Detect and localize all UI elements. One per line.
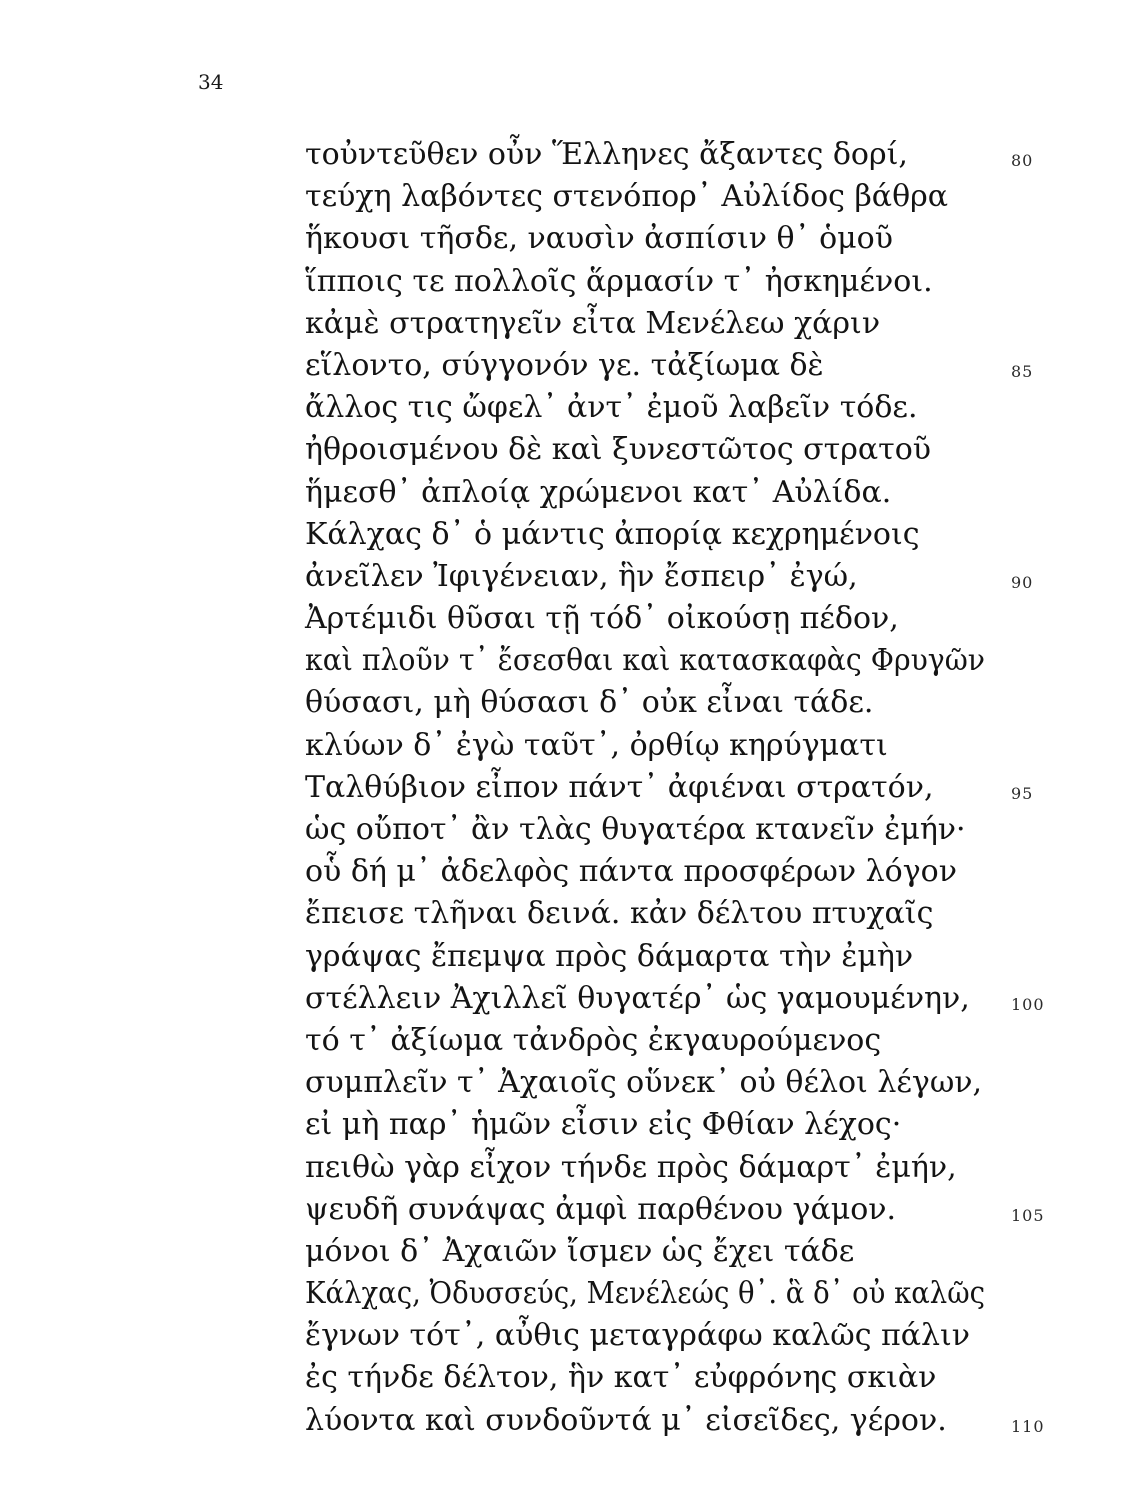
verse-text: ἐς τήνδε δέλτον, ἣν κατ᾽ εὐφρόνης σκιὰν bbox=[305, 1360, 937, 1396]
line-number: 85 bbox=[1011, 361, 1034, 381]
verse-text: ἥμεσθ᾽ ἀπλοίᾳ χρώμενοι κατ᾽ Αὐλίδα. bbox=[305, 474, 892, 510]
verse-block bbox=[305, 134, 1045, 1442]
line-number: 105 bbox=[1011, 1205, 1045, 1225]
verse-line bbox=[305, 1020, 1005, 1062]
verse-text: ψευδῆ συνάψας ἀμφὶ παρθένου γάμον. bbox=[305, 1191, 897, 1227]
verse-text: μόνοι δ᾽ Ἀχαιῶν ἴσμεν ὡς ἔχει τάδε bbox=[305, 1233, 855, 1269]
verse-line bbox=[305, 1104, 1005, 1146]
line-number: 110 bbox=[1011, 1416, 1045, 1436]
verse-text: ἵπποις τε πολλοῖς ἅρμασίν τ᾽ ἠσκημένοι. bbox=[305, 263, 933, 299]
verse-line bbox=[305, 429, 1005, 471]
verse-text: κλύων δ᾽ ἐγὼ ταῦτ᾽, ὀρθίῳ κηρύγματι bbox=[305, 727, 888, 763]
verse-text: Κάλχας δ᾽ ὁ μάντις ἀπορίᾳ κεχρημένοις bbox=[305, 516, 920, 552]
verse-text: Ταλθύβιον εἶπον πάντ᾽ ἀφιέναι στρατόν, bbox=[305, 769, 934, 805]
verse-line bbox=[305, 1273, 1005, 1315]
verse-text: τεύχη λαβόντες στενόπορ᾽ Αὐλίδος βάθρα bbox=[305, 179, 949, 215]
verse-line bbox=[305, 1231, 1005, 1273]
page-number: 34 bbox=[198, 70, 224, 94]
verse-line bbox=[305, 345, 1034, 387]
line-number: 95 bbox=[1011, 783, 1034, 803]
verse-line bbox=[305, 303, 1005, 345]
verse-line bbox=[305, 978, 1045, 1020]
verse-line bbox=[305, 556, 1034, 598]
verse-line bbox=[305, 514, 1005, 556]
verse-line bbox=[305, 598, 1005, 640]
verse-line bbox=[305, 387, 1005, 429]
verse-line bbox=[305, 809, 1005, 851]
verse-text: εἵλοντο, σύγγονόν γε. τἀξίωμα δὲ bbox=[305, 347, 824, 383]
verse-text: πειθὼ γὰρ εἶχον τήνδε πρὸς δάμαρτ᾽ ἐμήν, bbox=[305, 1149, 957, 1185]
verse-line bbox=[305, 682, 1005, 724]
verse-text: συμπλεῖν τ᾽ Ἀχαιοῖς οὕνεκ᾽ οὐ θέλοι λέγων, bbox=[305, 1065, 983, 1101]
verse-text: ἔπεισε τλῆναι δεινά. κἀν δέλτου πτυχαῖς bbox=[305, 896, 934, 932]
verse-line bbox=[305, 218, 1005, 260]
verse-text: γράψας ἔπεμψα πρὸς δάμαρτα τὴν ἐμὴν bbox=[305, 938, 914, 974]
verse-text: Ἀρτέμιδι θῦσαι τῇ τόδ᾽ οἰκούσῃ πέδον, bbox=[305, 601, 899, 637]
verse-line bbox=[305, 1062, 1005, 1104]
verse-text: ὡς οὔποτ᾽ ἂν τλὰς θυγατέρα κτανεῖν ἐμήν· bbox=[305, 812, 966, 847]
verse-line bbox=[305, 851, 1005, 893]
verse-text: οὗ δή μ᾽ ἀδελφὸς πάντα προσφέρων λόγον bbox=[305, 854, 957, 890]
verse-line bbox=[305, 1400, 1045, 1442]
verse-text: λύοντα καὶ συνδοῦντά μ᾽ εἰσεῖδες, γέρον. bbox=[305, 1402, 947, 1438]
verse-line bbox=[305, 1315, 1005, 1357]
verse-text: στέλλειν Ἀχιλλεῖ θυγατέρ᾽ ὡς γαμουμένην, bbox=[305, 980, 970, 1016]
verse-line bbox=[305, 1357, 1005, 1399]
verse-line bbox=[305, 134, 1034, 176]
verse-line bbox=[305, 472, 1005, 514]
verse-line bbox=[305, 767, 1034, 809]
verse-text: εἰ μὴ παρ᾽ ἡμῶν εἶσιν εἰς Φθίαν λέχος· bbox=[305, 1107, 902, 1143]
verse-text: ἠθροισμένου δὲ καὶ ξυνεστῶτος στρατοῦ bbox=[305, 432, 932, 468]
verse-line bbox=[305, 640, 1005, 682]
line-number: 100 bbox=[1011, 994, 1045, 1014]
line-number: 90 bbox=[1011, 572, 1034, 592]
verse-line bbox=[305, 936, 1005, 978]
verse-line bbox=[305, 893, 1005, 935]
verse-text: ἥκουσι τῆσδε, ναυσὶν ἀσπίσιν θ᾽ ὁμοῦ bbox=[305, 221, 893, 257]
verse-text: ἄλλος τις ὤφελ᾽ ἀντ᾽ ἐμοῦ λαβεῖν τόδε. bbox=[305, 390, 918, 426]
verse-text: ἀνεῖλεν Ἰφιγένειαν, ἣν ἔσπειρ᾽ ἐγώ, bbox=[305, 558, 858, 594]
verse-text: ἔγνων τότ᾽, αὖθις μεταγράφω καλῶς πάλιν bbox=[305, 1318, 971, 1354]
verse-text: κἀμὲ στρατηγεῖν εἶτα Μενέλεω χάριν bbox=[305, 305, 881, 341]
verse-text: τοὐντεῦθεν οὖν Ἕλληνες ἄξαντες δορί, bbox=[305, 137, 908, 172]
verse-line bbox=[305, 1189, 1045, 1231]
verse-line bbox=[305, 725, 1005, 767]
verse-text: Κάλχας, Ὀδυσσεύς, Μενέλεώς θ᾽. ἃ δ᾽ οὐ καλῶς bbox=[305, 1276, 985, 1312]
verse-line bbox=[305, 176, 1005, 218]
verse-text: θύσασι, μὴ θύσασι δ᾽ οὐκ εἶναι τάδε. bbox=[305, 685, 874, 721]
verse-line bbox=[305, 1147, 1005, 1189]
verse-text: καὶ πλοῦν τ᾽ ἔσεσθαι καὶ κατασκαφὰς Φρυγῶν bbox=[305, 643, 985, 679]
verse-text: τό τ᾽ ἀξίωμα τἀνδρὸς ἐκγαυρούμενος bbox=[305, 1022, 882, 1058]
verse-line bbox=[305, 261, 1005, 303]
line-number: 80 bbox=[1011, 151, 1034, 170]
